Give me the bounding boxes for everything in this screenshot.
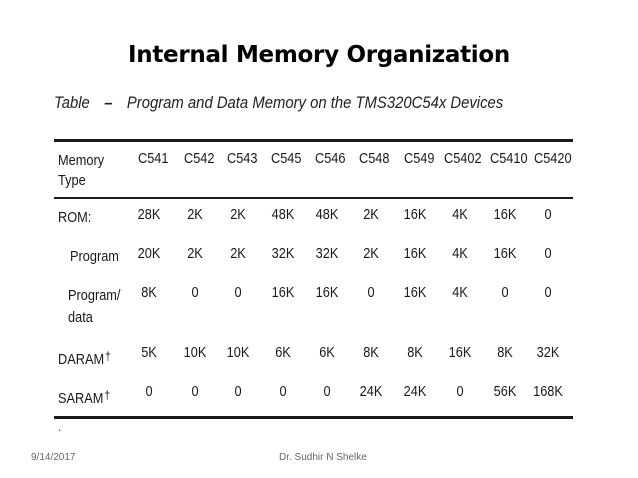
table-cell: 8K [363,345,379,361]
table-cell: 0 [323,384,331,400]
row-label-saram: SARAM† [58,388,111,407]
table-cell: 0 [544,246,552,262]
table-cell: 48K [315,207,339,223]
table-cell: 2K [187,207,203,223]
table-cell: 32K [536,345,560,361]
header-device: C548 [359,151,390,167]
table-cell: 0 [544,207,552,223]
caption-dash: – [104,94,113,112]
table-cell: 28K [137,207,161,223]
footnote-mark: . [58,420,62,434]
table-cell: 0 [191,384,199,400]
caption-label: Table [54,94,90,112]
table-cell: 4K [452,246,468,262]
table-cell: 0 [234,384,242,400]
table-cell: 16K [403,285,427,301]
table-cell: 0 [191,285,199,301]
footer-author: Dr. Sudhir N Shelke [279,452,367,463]
header-device: C542 [184,151,215,167]
table-cell: 32K [271,246,295,262]
table-cell: 16K [271,285,295,301]
table-cell: 2K [230,207,246,223]
table-cell: 16K [403,207,427,223]
table-cell: 16K [315,285,339,301]
header-memory-type [58,151,104,191]
table-cell: 6K [319,345,335,361]
table-cell: 0 [367,285,375,301]
slide-title: Internal Memory Organization [128,42,510,68]
table-caption [54,94,503,113]
dagger-mark: † [104,388,111,402]
table-cell: 8K [407,345,423,361]
table-cell: 2K [363,207,379,223]
header-device: C545 [271,151,302,167]
header-device: C549 [404,151,435,167]
row-label-rom: ROM: [58,210,92,226]
table-cell: 0 [501,285,509,301]
footer-date: 9/14/2017 [31,452,76,463]
table-cell: 8K [141,285,157,301]
row-label-program-data: Program/ data [68,288,121,326]
table-cell: 10K [183,345,207,361]
table-cell: 0 [234,285,242,301]
header-device: C546 [315,151,346,167]
header-device: C5410 [490,151,528,167]
row-label-daram: DARAM† [58,349,111,368]
table-cell: 2K [230,246,246,262]
table-cell: 5K [141,345,157,361]
table-cell: 168K [533,384,563,400]
table-cell: 0 [544,285,552,301]
table-cell: 56K [493,384,517,400]
header-device: C5402 [444,151,482,167]
table-cell: 32K [315,246,339,262]
table-cell: 48K [271,207,295,223]
table-cell: 0 [456,384,464,400]
table-cell: 20K [137,246,161,262]
table-cell: 0 [145,384,153,400]
table-cell: 4K [452,285,468,301]
table-cell: 2K [363,246,379,262]
dagger-mark: † [104,349,111,363]
table-cell: 16K [448,345,472,361]
table-cell: 8K [497,345,513,361]
table-cell: 24K [403,384,427,400]
table-cell: 24K [359,384,383,400]
header-type-line: Type [58,173,86,189]
caption-text: Program and Data Memory on the TMS320C54x Devices [126,94,504,112]
table-cell: 16K [493,207,517,223]
header-device: C541 [138,151,169,167]
row-label-program: Program [70,249,119,265]
table-top-rule [54,139,573,142]
header-device: C5420 [534,151,572,167]
table-cell: 16K [493,246,517,262]
table-cell: 2K [187,246,203,262]
table-header-rule [54,197,573,199]
table-cell: 4K [452,207,468,223]
table-bottom-rule [54,416,573,419]
header-device: C543 [227,151,258,167]
table-cell: 6K [275,345,291,361]
table-cell: 10K [226,345,250,361]
table-cell: 0 [279,384,287,400]
table-cell: 16K [403,246,427,262]
header-memory-line: Memory [58,153,105,169]
